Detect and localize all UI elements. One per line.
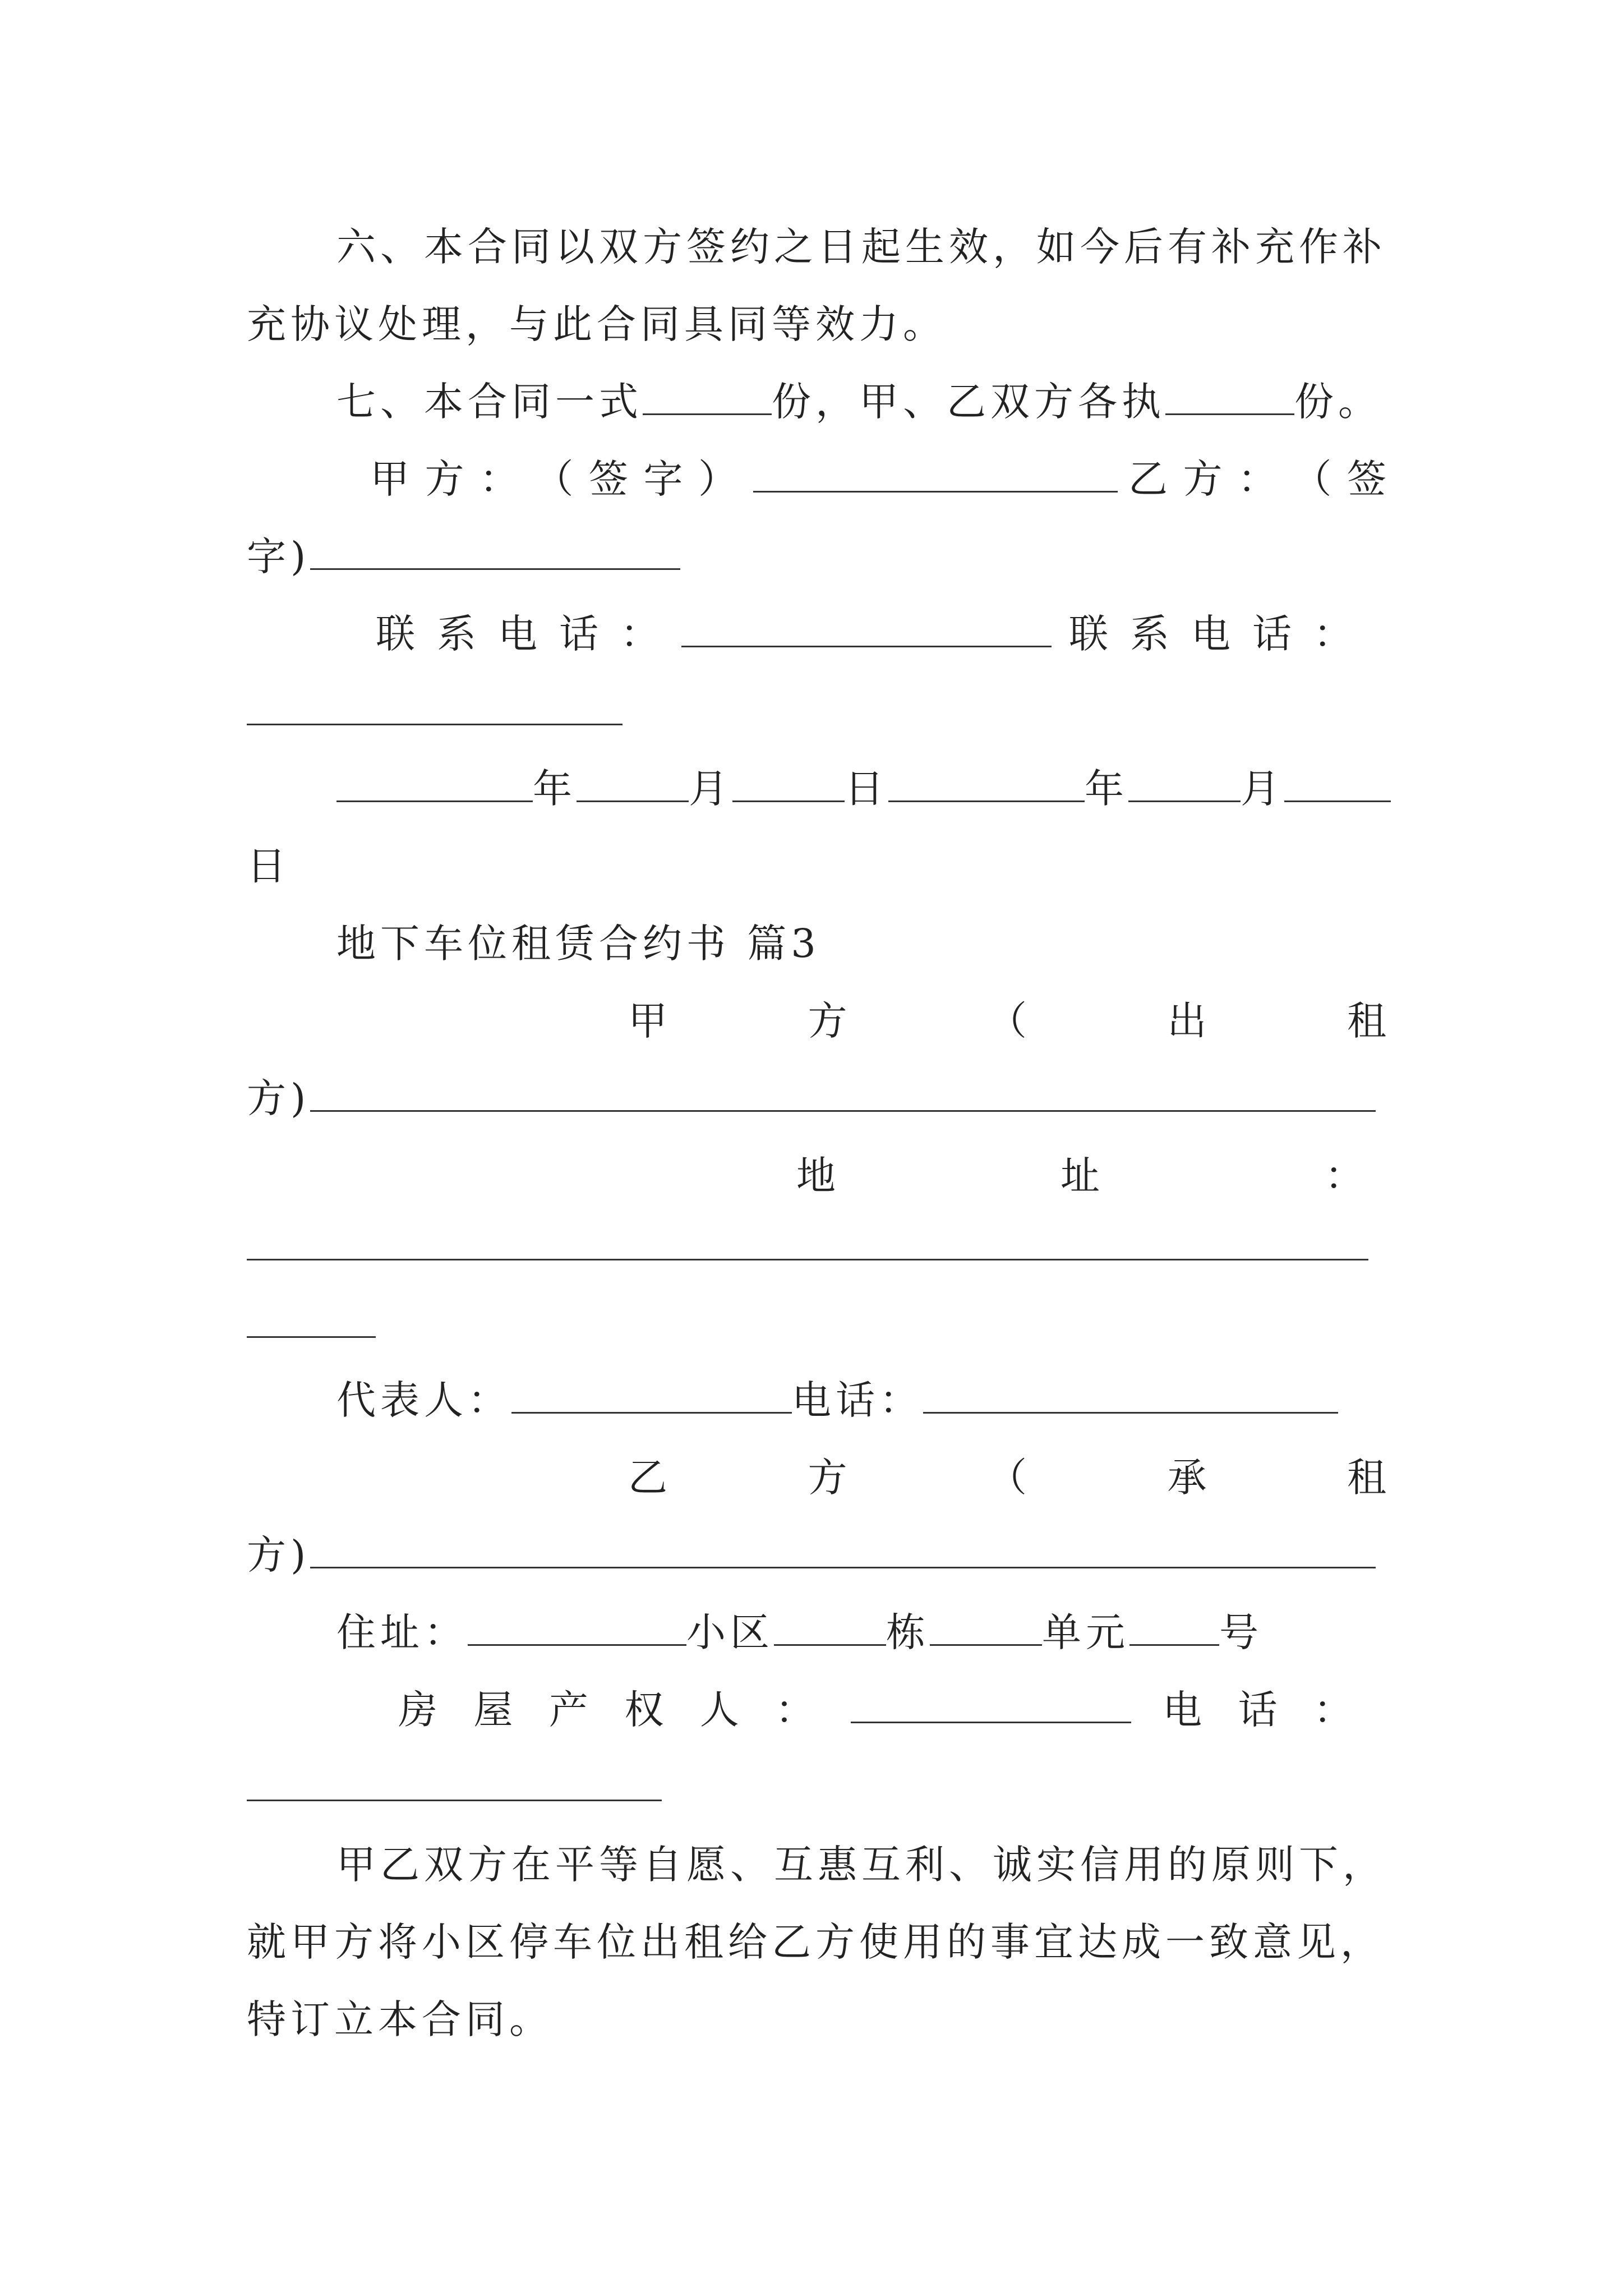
building-blank[interactable]: [774, 1608, 886, 1646]
representative-phone-label: 电话：: [792, 1377, 923, 1423]
party-a-char: 甲: [370, 456, 414, 502]
lessee-label-row: [628, 1444, 1391, 1511]
address-blank-1[interactable]: [247, 1259, 1368, 1260]
signature-row: [370, 445, 1391, 513]
address-label-row: [796, 1142, 1368, 1209]
representative-label: 代表人：: [336, 1377, 511, 1423]
address-char: ：: [1325, 1153, 1368, 1199]
party-a-month-blank[interactable]: [577, 765, 689, 802]
party-a-day-blank[interactable]: [732, 765, 845, 802]
date-row: [336, 755, 1391, 822]
lessor-name-row: [247, 1065, 1391, 1132]
date-row-continued: 日: [247, 843, 291, 889]
party-b-month-blank[interactable]: [1128, 765, 1241, 802]
room-number-blank[interactable]: [1129, 1608, 1219, 1646]
party-b-char: ：: [1238, 456, 1281, 502]
owner-char: 屋: [473, 1687, 518, 1733]
contact-left-char: 话: [559, 611, 603, 657]
owner-char: 人: [699, 1687, 744, 1733]
party-b-signature-blank[interactable]: [310, 532, 680, 570]
address-char: 地: [796, 1153, 840, 1199]
contact-left-char: 系: [437, 611, 481, 657]
owner-phone-char: 话: [1238, 1687, 1282, 1733]
community-blank[interactable]: [468, 1608, 686, 1646]
owner-name-blank[interactable]: [851, 1686, 1131, 1723]
contact-right-char: 电: [1191, 611, 1235, 657]
party-a-char: ：: [479, 456, 523, 502]
contact-right-char: 联: [1069, 611, 1113, 657]
owner-phone-char: ：: [1313, 1687, 1357, 1733]
address-blank-2[interactable]: [247, 1336, 376, 1338]
contact-left-char: 联: [376, 611, 419, 657]
residence-row: [336, 1599, 1391, 1666]
lessee-label-tail: 方): [247, 1532, 311, 1578]
building-label: 栋: [886, 1609, 930, 1655]
residence-label: 住址：: [336, 1609, 468, 1655]
intro-line-3: 特订立本合同。: [247, 1996, 553, 2042]
contact-right-char: 系: [1130, 611, 1174, 657]
signature-row-continued: [247, 523, 1391, 590]
lessor-label-tail: 方): [247, 1075, 311, 1121]
lessor-char: 甲: [628, 998, 672, 1044]
party-b-char: 乙: [1128, 456, 1172, 502]
copies-total-blank[interactable]: [643, 378, 772, 415]
year-label: 年: [533, 766, 577, 812]
clause-6-line-2: 充协议处理，与此合同具同等效力。: [247, 301, 947, 347]
party-b-char: （: [1292, 456, 1336, 502]
clause-6-line-1: 六、本合同以双方签约之日起生效，如今后有补充作补: [336, 224, 1386, 270]
party-a-signature-blank[interactable]: [753, 455, 1118, 493]
contact-right-char: 话: [1252, 611, 1296, 657]
party-a-char: 字: [643, 456, 688, 502]
day-label: 日: [845, 766, 888, 812]
intro-line-1: 甲乙双方在平等自愿、互惠互利、诚实信用的原则下，: [336, 1842, 1386, 1888]
lessor-name-blank[interactable]: [310, 1074, 1376, 1112]
lessor-char: （: [988, 998, 1031, 1044]
party-b-char: 方: [1183, 456, 1227, 502]
party-a-char: ）: [698, 456, 742, 502]
lessee-name-row: [247, 1521, 1391, 1589]
clause-7-part-3: 份。: [1294, 379, 1382, 425]
clause-7-part-1: 七、本合同一式: [336, 379, 643, 425]
contact-left-char: ：: [620, 611, 664, 657]
contact-right-char: ：: [1313, 611, 1357, 657]
lessor-label-row: [628, 987, 1391, 1055]
party-b-year-blank[interactable]: [888, 765, 1085, 802]
contact-left-char: 电: [498, 611, 542, 657]
lessee-name-blank[interactable]: [310, 1531, 1376, 1568]
party-a-char: 方: [425, 456, 469, 502]
lessee-char: 承: [1167, 1455, 1211, 1501]
lessee-char: （: [988, 1455, 1031, 1501]
owner-char: 房: [398, 1687, 442, 1733]
lessee-char: 方: [808, 1455, 852, 1501]
intro-line-2: 就甲方将小区停车位出租给乙方使用的事宜达成一致意见，: [247, 1919, 1384, 1965]
room-number-label: 号: [1219, 1609, 1263, 1655]
address-char: 址: [1061, 1153, 1104, 1199]
unit-blank[interactable]: [930, 1608, 1042, 1646]
community-label: 小区: [686, 1609, 774, 1655]
party-b-sign-tail: 字): [247, 533, 311, 579]
representative-phone-blank[interactable]: [923, 1376, 1338, 1414]
owner-char: ：: [775, 1687, 819, 1733]
copies-each-blank[interactable]: [1165, 378, 1294, 415]
clause-7-part-2: 份，甲、乙双方各执: [772, 379, 1165, 425]
section-title: 地下车位租赁合约书 篇3: [336, 921, 820, 967]
unit-label: 单元: [1042, 1609, 1129, 1655]
party-b-char: 签: [1347, 456, 1391, 502]
party-b-day-blank[interactable]: [1284, 765, 1391, 802]
lessor-char: 租: [1347, 998, 1391, 1044]
month-label: 月: [689, 766, 732, 812]
month-label: 月: [1241, 766, 1284, 812]
party-a-phone-blank[interactable]: [681, 610, 1052, 647]
owner-char: 权: [624, 1687, 668, 1733]
owner-row: [398, 1676, 1357, 1743]
year-label: 年: [1085, 766, 1128, 812]
party-a-char: 签: [589, 456, 633, 502]
owner-char: 产: [548, 1687, 593, 1733]
lessee-char: 乙: [628, 1455, 672, 1501]
owner-phone-blank[interactable]: [247, 1800, 662, 1801]
representative-row: [336, 1366, 1391, 1434]
party-a-char: （: [534, 456, 578, 502]
lessor-char: 方: [808, 998, 852, 1044]
contact-row: [376, 600, 1357, 668]
lessee-char: 租: [1347, 1455, 1391, 1501]
party-b-phone-blank[interactable]: [247, 724, 623, 725]
lessor-char: 出: [1167, 998, 1211, 1044]
clause-7-line: [336, 368, 1391, 435]
party-a-year-blank[interactable]: [336, 765, 533, 802]
owner-phone-char: 电: [1163, 1687, 1207, 1733]
representative-blank[interactable]: [511, 1376, 792, 1414]
